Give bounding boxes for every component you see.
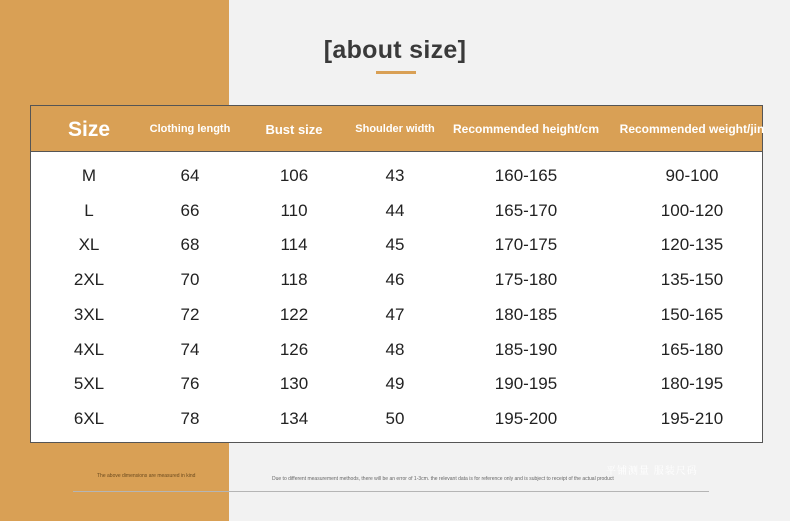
cell-recommended-weight: 100-120 xyxy=(660,200,724,220)
cell-bust-size: 126 xyxy=(279,339,309,359)
cell-clothing-length: 64 xyxy=(180,166,200,185)
header-size: Size xyxy=(67,117,111,141)
header-bust-size: Bust size xyxy=(265,121,323,137)
cell-bust-size: 106 xyxy=(279,166,309,185)
cell-clothing-length: 66 xyxy=(180,200,200,220)
cell-clothing-length: 70 xyxy=(180,270,200,290)
cell-recommended-weight: 120-135 xyxy=(660,235,724,255)
cell-shoulder-width: 45 xyxy=(385,235,405,255)
cell-recommended-height: 165-170 xyxy=(494,200,558,220)
cell-bust-size: 118 xyxy=(280,270,308,290)
header-recommended-weight: Recommended weight/jin xyxy=(619,122,765,136)
footer-divider xyxy=(73,491,709,492)
size-table xyxy=(30,105,763,443)
cell-bust-size: 134 xyxy=(279,408,309,428)
cell-bust-size: 130 xyxy=(279,374,309,394)
cell-recommended-height: 185-190 xyxy=(494,339,558,359)
cell-shoulder-width: 47 xyxy=(385,304,405,324)
cell-clothing-length: 72 xyxy=(180,304,200,324)
cell-recommended-height: 175-180 xyxy=(494,270,558,290)
cell-shoulder-width: 46 xyxy=(385,270,405,290)
table-header xyxy=(31,106,765,152)
cell-shoulder-width: 43 xyxy=(385,166,405,185)
cell-recommended-weight: 165-180 xyxy=(660,339,724,359)
cell-size: 4XL xyxy=(73,339,105,359)
cell-recommended-weight: 135-150 xyxy=(660,270,724,290)
cell-recommended-height: 195-200 xyxy=(494,408,558,428)
title-underline xyxy=(376,71,416,74)
footnote-watermark-text: 平铺测量 服装尺码 xyxy=(606,466,698,477)
table-row xyxy=(31,402,762,436)
cell-shoulder-width: 44 xyxy=(385,200,405,220)
cell-size: 6XL xyxy=(73,408,105,428)
page-title: [about size] xyxy=(323,36,467,64)
cell-clothing-length: 78 xyxy=(180,408,200,428)
cell-recommended-height: 160-165 xyxy=(494,166,558,185)
cell-shoulder-width: 48 xyxy=(385,339,405,359)
cell-size: 2XL xyxy=(73,270,105,290)
table-row xyxy=(31,159,762,193)
footnote-measurement-error: Due to different measurement methods, there will be an error of 1-3cm. the relevant data is for reference only and is subject to receipt of the actual product xyxy=(272,476,614,482)
cell-recommended-weight: 180-195 xyxy=(660,374,724,394)
header-clothing-length: Clothing length xyxy=(149,122,231,135)
cell-bust-size: 114 xyxy=(280,235,308,255)
cell-clothing-length: 76 xyxy=(180,374,200,394)
cell-recommended-height: 180-185 xyxy=(494,304,558,324)
cell-recommended-height: 170-175 xyxy=(494,235,558,255)
cell-recommended-weight: 195-210 xyxy=(660,408,724,428)
table-row xyxy=(31,367,762,401)
cell-clothing-length: 68 xyxy=(180,235,200,255)
table-row xyxy=(31,263,762,297)
cell-shoulder-width: 50 xyxy=(385,408,405,428)
cell-recommended-weight: 150-165 xyxy=(660,304,724,324)
cell-size: 5XL xyxy=(73,374,105,394)
cell-bust-size: 110 xyxy=(280,200,308,220)
table-row xyxy=(31,298,762,332)
table-row xyxy=(31,194,762,228)
cell-size: 3XL xyxy=(73,304,105,324)
cell-size: XL xyxy=(78,235,100,255)
cell-recommended-height: 190-195 xyxy=(494,374,558,394)
cell-bust-size: 122 xyxy=(279,304,309,324)
header-recommended-height: Recommended height/cm xyxy=(452,122,600,136)
footnote-measured-in-kind: The above dimensions are measured in kind xyxy=(97,473,196,479)
cell-shoulder-width: 49 xyxy=(385,374,405,394)
cell-size: M xyxy=(81,166,97,185)
cell-recommended-weight: 90-100 xyxy=(665,166,719,185)
table-row xyxy=(31,333,762,367)
table-row xyxy=(31,228,762,262)
header-shoulder-width: Shoulder width xyxy=(355,122,435,135)
cell-clothing-length: 74 xyxy=(180,339,200,359)
cell-size: L xyxy=(84,200,94,220)
